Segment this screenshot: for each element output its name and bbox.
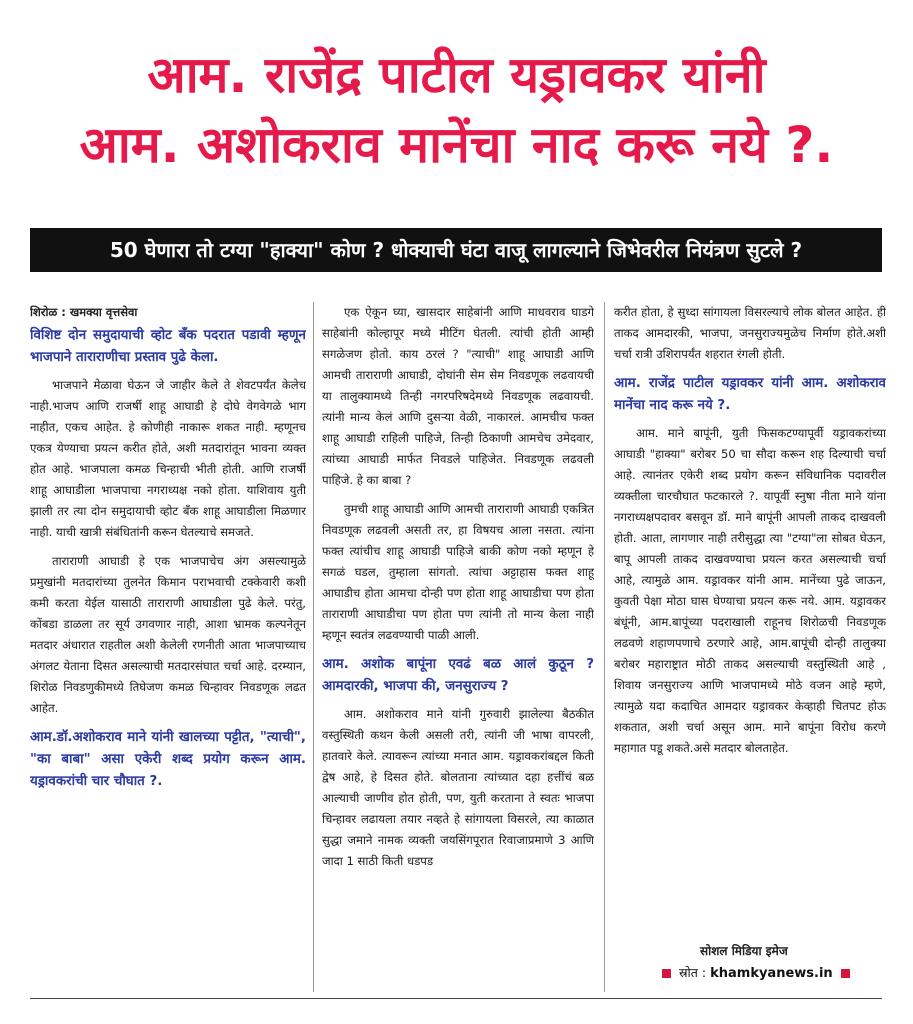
banner-strap: 50 घेणारा तो टग्या "हाक्या" कोण ? धोक्याची घंटा वाजू लागल्याने जिभेवरील नियंत्रण सुटले ? (30, 228, 882, 272)
paragraph: आम. माने बापूंनी, युती फिसकटण्यापूर्वी यड्रावकरांच्या आघाडी "हाक्या" बरोबर 50 चा सौदा करून शह दिल्याची चर्चा आहे. त्यानंतर एकेरी शब्द प्रयोग करून संविधानिक पदावरील व्यक्तीला चारचौघात फटकारले ?. यापूर्वी स्नुषा नीता माने यांना नगराध्यक्षपदावर बसवून डॉ. माने बापूंनी आपली ताकद दाखवली होती. आता, लागणार नाही तरीसुद्धा त्या "टग्या"ला सोबत घेऊन, बापू आपली ताकद दाखवण्याचा प्रयत्न करत असल्याची चर्चा आहे, त्यामुळे आम. यड्रावकर यांनी आम. मानेंच्या पुढे जाऊन, कुवती पेक्षा मोठा घास घेण्याचा प्रयत्न करू नये. आम. यड्रावकर बंधूंनी, आम.बापूंच्या पदराखाली राहूनच शिरोळची निवडणूक लढवणे शहाणपणाचे ठरणारे आहे, आम.बापूंची दोन्ही तालुक्या बरोबर महाराष्ट्रात मोठी ताकद असल्याची वस्तुस्थिती आहे , शिवाय जनसुराज्य आणि भाजपामध्ये मोठे वजन आहे म्हणे, त्यामुळे यदा कदाचित आमदार यड्रावकर केव्हाही चितपट होऊ शकतात, अशी चर्चा असून आम. माने बापूंना विरोध करणे महागात पडू शकते.असे मतदार बोलताहेत. (614, 426, 886, 755)
headline-line-2: आम. अशोकराव मानेंचा नाद करू नये ?. (79, 116, 834, 174)
subheading-strength-source: आम. अशोक बापूंना एवढं बळ आलं कुठून ? आमदारकी, भाजपा की, जनसुराज्य ? (322, 657, 594, 694)
source-site-link[interactable]: khamkyanews.in (710, 966, 833, 981)
column-divider-1 (313, 302, 314, 992)
article-column-2 (322, 302, 594, 992)
headline (0, 40, 913, 180)
bottom-divider (30, 998, 882, 999)
article-column-1 (30, 302, 306, 992)
paragraph: तुमची शाहू आघाडी आणि आमची ताराराणी आघाडी एकत्रित निवडणूक लढवली असती तर, हा विषयच आला नसता. त्यांना फक्त त्यांचीच शाहू आघाडी पाहिजे बाकी कोण नको म्हणून हे सगळं घडल, तुम्हाला सांगतो. त्यांचा अट्टाहास फक्त शाहू आघाडीच होता आमचा दोन्ही पण होता शाहू आघाडीचा पण होता ताराराणी आघाडीचा पण होता पण त्यांनी तो मान्य केला नाही म्हणून स्वतंत्र लढवण्याची पाळी आली. (322, 502, 594, 642)
column-divider-2 (604, 302, 605, 992)
paragraph: ताराराणी आघाडी हे एक भाजपाचेच अंग असल्यामुळे प्रमुखांनी मतदारांच्या तुलनेत किमान पराभवाची टक्केवारी कशी कमी करता येईल यासाठी ताराराणी आघाडीला पुढे केले. परंतु, कोंबडा डाळला तर सूर्य उगवणार नाही, आशा भ्रामक कल्पनेतून मतदार अंधारात राहतील अशी केलेली रणनीती आता भाजपाच्याच अंगलट येताना दिसत असल्याची मतदारसंघात चर्चा आहे. दरम्यान, शिरोळ निवडणुकीमध्ये तिघेजण कमळ चिन्हावर निवडणूक लढत आहेत. (30, 554, 306, 715)
subheading-vote-bank: विशिष्ट दोन समुदायाची व्होट बँक पदरात पडावी म्हणून भाजपाने ताराराणीचा प्रस्ताव पुढे केला. (30, 328, 306, 365)
source-line (658, 964, 854, 981)
square-marker-icon (841, 969, 850, 978)
paragraph: आम. अशोकराव माने यांनी गुरुवारी झालेल्या बैठकीत वस्तुस्थिती कथन केली असली तरी, त्यांनी जी भाषा वापरली, हातवारे केले. त्यावरून त्यांच्या मनात आम. यड्रावकरांबद्दल किती द्वेष आहे, हे दिसत होते. बोलताना त्यांच्यात दहा हत्तींचं बळ आल्याची जाणीव होत होती, पण, युती करताना ते स्वतः भाजपा चिन्हावर लढायला तयार नव्हते हे सांगायला विसरले, त्या काळात सुद्धा जमाने नामक व्यक्ती जयसिंगपूरात रिवाजाप्रमाणे 3 आणि जादा 1 साठी किती धडपड (322, 707, 594, 868)
paragraph: करीत होता, हे सुध्दा सांगायला विसरल्याचे लोक बोलत आहेत. ही ताकद आमदारकी, भाजपा, जनसुराज्यमुळेच निर्माण होते.अशी चर्चा रात्री उशिरापर्यंत शहरात रंगली होती. (614, 305, 886, 361)
source-label: स्रोत : (678, 965, 707, 980)
subheading-single-word-usage: आम.डॉ.अशोकराव माने यांनी खालच्या पट्टीत, "त्याची", "का बाबा" असा एकेरी शब्द प्रयोग करून आम. यड्रावकरांची चार चौघात ?. (30, 730, 306, 789)
paragraph: भाजपाने मेळावा घेऊन जे जाहीर केले ते शेवटपर्यंत केलेच नाही.भाजप आणि राजर्षी शाहू आघाडी हे दोघे वेगवेगळे भाग नाहीत, एकच आहेत. हे कोणीही नाकारू शकत नाही. म्हणूनच एकत्र येण्याचा प्रयत्न करीत होते, अशी मतदारांतून भावना व्यक्त होत आहे. भाजपाला कमळ चिन्हाची भीती होती. आणि राजर्षी शाहू आघाडीला भाजपाचा नगराध्यक्ष नको होता. याशिवाय युती झाली तर त्या दोन समुदायाची व्होट बँक शाहू आघाडीला मिळणार नाही. याची खात्री संबंधितांनी करून घेतल्याचे समजते. (30, 378, 306, 539)
headline-line-1: आम. राजेंद्र पाटील यड्रावकर यांनी (147, 46, 766, 104)
subheading-repeat-headline: आम. राजेंद्र पाटील यड्रावकर यांनी आम. अशोकराव मानेंचा नाद करू नये ?. (614, 376, 886, 413)
square-marker-icon (662, 969, 671, 978)
article-column-3 (614, 302, 886, 912)
image-credit: सोशल मिडिया इमेज (700, 944, 788, 958)
paragraph: एक ऐकून घ्या, खासदार साहेबांनी आणि माधवराव घाडगे साहेबांनी कोल्हापूर मध्ये मीटिंग घेतली. त्यांची होती आम्ही सगळेजण होतो. काय ठरलं ? "त्याची" शाहू आघाडी आणि आमची ताराराणी आघाडी, दोघांनी सेम सेम निवडणूक लढवायची या तालुक्यामध्ये तिन्ही नगरपरिषदेमध्ये निवडणूक लढवायची. त्यांनी मान्य केलं आणि दुसऱ्या वेळी, नाकारलं. आमचीच फक्त शाहू आघाडी राहिली पाहिजे, तिन्ही ठिकाणी आमचेच उमेदवार, त्यांच्या आघाडी मार्फत निवडले पाहिजेत. निवडणूक लढवली पाहिजे. हे का बाबा ? (322, 305, 594, 487)
byline: शिरोळ : खमक्या वृत्तसेवा (30, 305, 138, 319)
